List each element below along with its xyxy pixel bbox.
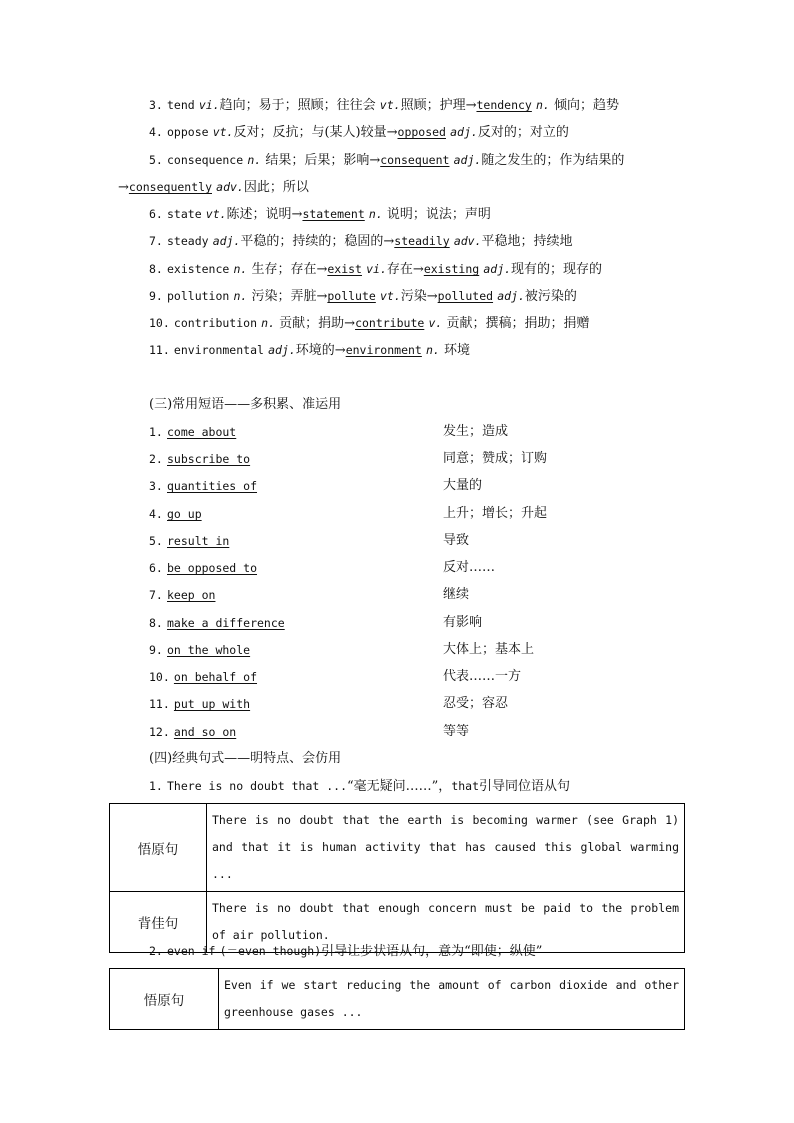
vocab-word: steady [167,234,209,248]
list-item [149,640,250,660]
meaning: 倾向；趋势 [554,98,620,113]
phrase-meaning: 大体上；基本上 [443,642,535,657]
phrase: subscribe to [167,452,251,466]
phrase-num: 12. [149,725,170,739]
meaning: 陈述；说明→ [226,207,303,222]
phrase-meaning: 大量的 [443,478,483,493]
pattern-zh: “毫无疑问……”， [347,779,452,794]
pattern-1-heading [149,776,570,796]
pattern-en: that [451,779,480,793]
pos: n. [368,207,383,221]
meaning: 因此；所以 [243,180,309,195]
derived-word: opposed [397,125,446,139]
pos: vt. [212,125,234,139]
derived-word: tendency [476,98,532,112]
pos: adj. [268,343,296,357]
derived-word: contribute [355,316,425,330]
pos: n. [233,262,248,276]
pos: adj. [453,153,482,167]
phrase-meaning: 导致 [443,533,470,548]
vocab-num: 6. [149,207,163,221]
vocab-num: 8. [149,262,163,276]
phrase: make a difference [167,616,285,630]
vocab-line-5 [149,150,624,170]
meaning: 现有的；现存的 [511,262,603,277]
vocab-word: consequence [167,153,244,167]
pos: adv. [453,234,482,248]
meaning: 环境的→ [295,343,346,358]
pos: vt. [205,207,227,221]
phrase-num: 3. [149,479,163,493]
phrase-num: 7. [149,588,163,602]
phrase-meaning: 等等 [443,724,470,739]
pattern-zh: 引导让步状语从句，意为“即使；纵使” [321,944,543,959]
pos: adj. [483,262,512,276]
section-title-patterns: (四)经典句式——明特点、会仿用 [149,751,342,766]
phrase-meaning: 上升；增长；升起 [443,506,548,521]
pattern-1-table [109,803,685,953]
phrase-meaning: 继续 [443,587,470,602]
row-label: 悟原句 [110,969,219,1030]
phrase-meaning: 发生；造成 [443,424,509,439]
table-row [110,804,685,892]
pos: vt. [379,98,401,112]
vocab-num: 7. [149,234,163,248]
phrase-meaning: 忍受；容忍 [443,696,509,711]
list-item [149,613,285,633]
list-item [149,476,257,496]
vocab-num: 5. [149,153,163,167]
vocab-line-10 [149,313,589,333]
meaning: 说明；说法；声明 [386,207,491,222]
derived-word: polluted [437,289,494,303]
arrow: → [118,180,129,195]
vocab-word: environmental [173,343,264,357]
phrase: on the whole [167,643,251,657]
pos: n. [536,98,550,112]
meaning: 污染→ [400,289,438,304]
pos: n. [233,289,248,303]
vocab-line-4 [149,122,569,142]
vocab-num: 4. [149,125,163,139]
phrase-num: 1. [149,425,163,439]
meaning: 被污染的 [524,289,577,304]
pos: n. [426,343,440,357]
vocab-word: tend [167,98,195,112]
derived-word: pollute [327,289,376,303]
sentence-text: There is no doubt that enough concern must be paid to the problem of air pollution. [207,892,685,953]
pos: vi. [198,98,220,112]
meaning: 存在→ [386,262,424,277]
derived-word: statement [302,207,365,221]
phrase: on behalf of [173,670,258,684]
phrase-num: 5. [149,534,163,548]
vocab-line-8 [149,259,602,279]
vocab-word: oppose [167,125,209,139]
phrase-meaning: 代表……一方 [443,669,522,684]
derived-word: consequent [380,153,450,167]
meaning: 反对的；对立的 [477,125,569,140]
pos: vi. [366,262,387,276]
list-item [149,694,250,714]
list-item [149,722,236,742]
pattern-zh: 引导同位语从句 [479,779,571,794]
phrase: keep on [167,588,216,602]
meaning: 平稳地；持续地 [481,234,573,249]
phrase-num: 2. [149,452,163,466]
vocab-num: 10. [149,316,170,330]
pattern-en: even if [167,944,216,958]
derived-word: consequently [128,180,212,194]
phrase-num: 11. [149,697,170,711]
vocab-word: contribution [173,316,258,330]
phrase: go up [167,507,202,521]
meaning: 趋向；易于；照顾；往往会 [219,98,376,113]
meaning: 贡献；捐助→ [279,316,356,331]
list-item [149,585,215,605]
vocab-word: existence [167,262,230,276]
pos: adj. [212,234,241,248]
meaning: 生存；存在→ [251,262,328,277]
phrase-num: 10. [149,670,170,684]
pattern-2-heading [149,941,542,961]
phrase: put up with [173,697,251,711]
phrase-meaning: 有影响 [443,615,483,630]
vocab-line-7 [149,231,573,251]
phrase-num: 9. [149,643,163,657]
meaning: 随之发生的；作为结果的 [481,153,625,168]
pos: vt. [379,289,401,303]
pos: adv. [216,180,244,194]
pattern-num: 2. [149,944,163,958]
pos: adj. [450,125,478,139]
vocab-line-5-cont [118,177,309,197]
list-item [149,504,202,524]
meaning: 贡献；撰稿；捐助；捐赠 [446,316,590,331]
phrase-meaning: 同意；赞成；订购 [443,451,548,466]
meaning: 反对；反抗；与(某人)较量→ [233,125,398,140]
derived-word: exist [327,262,362,276]
vocab-word: pollution [167,289,230,303]
pos: n. [261,316,276,330]
phrase: and so on [173,725,237,739]
sentence-text: Even if we start reducing the amount of carbon dioxide and other greenhouse gases ... [219,969,685,1030]
vocab-line-11 [149,340,470,360]
vocab-num: 9. [149,289,163,303]
vocab-line-3 [149,95,619,115]
phrase: quantities of [167,479,258,493]
vocab-line-6 [149,204,491,224]
derived-word: environment [345,343,422,357]
pos: v. [428,316,443,330]
sentence-text: There is no doubt that the earth is becoming warmer (see Graph 1) and that it is human activity that has caused this global warming ... [207,804,685,892]
vocab-num: 11. [149,343,170,357]
vocab-word: state [167,207,202,221]
pattern-en: (＝even though) [219,944,322,958]
pattern-en: There is no doubt that ... [167,779,348,793]
section-title-phrases: (三)常用短语——多积累、准运用 [149,397,342,412]
vocab-line-9 [149,286,577,306]
vocab-num: 3. [149,98,163,112]
pattern-num: 1. [149,779,163,793]
meaning: 平稳的；持续的；稳固的→ [240,234,395,249]
row-label: 悟原句 [110,804,207,892]
row-label: 背佳句 [110,892,207,953]
phrase: result in [167,534,230,548]
pos: n. [247,153,262,167]
phrase-meaning: 反对…… [443,560,496,575]
derived-word: existing [423,262,480,276]
phrase-num: 8. [149,616,163,630]
list-item [149,531,229,551]
phrase: be opposed to [167,561,258,575]
meaning: 污染；弄脏→ [251,289,328,304]
phrase-num: 4. [149,507,163,521]
derived-word: steadily [394,234,450,248]
list-item [149,558,257,578]
list-item [149,422,236,442]
list-item [149,667,257,687]
meaning: 照顾；护理→ [400,98,477,113]
pos: adj. [497,289,525,303]
phrase: come about [167,425,237,439]
meaning: 结果；后果；影响→ [265,153,381,168]
meaning: 环境 [444,343,471,358]
table-row [110,969,685,1030]
list-item [149,449,250,469]
pattern-2-table [109,968,685,1030]
phrase-num: 6. [149,561,163,575]
